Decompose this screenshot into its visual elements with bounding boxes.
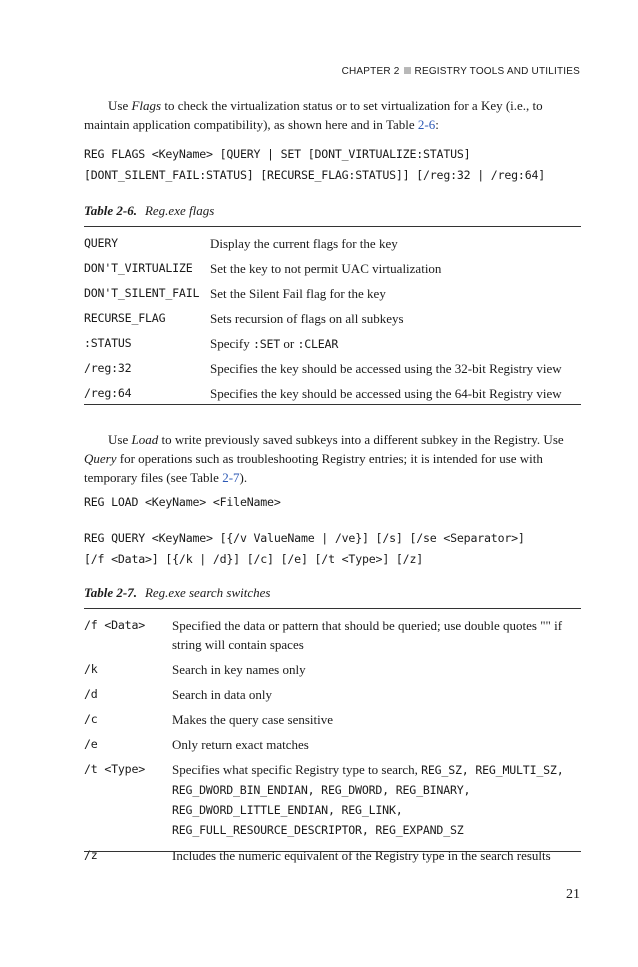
- table-row: /reg:64 Specifies the key should be accessed using the 64-bit Registry view: [84, 386, 562, 401]
- table-2-7-top-rule: [84, 608, 581, 609]
- table-2-6: [84, 234, 581, 409]
- flags-term: Flags: [131, 98, 162, 113]
- table-2-6-link[interactable]: 2-6: [417, 117, 436, 132]
- page-number: 21: [566, 887, 580, 902]
- reg-load-syntax: REG LOAD <KeyName> <FileName>: [84, 495, 281, 509]
- table-row: /f <Data> Specified the data or pattern that should be queried; use double quotes "" if string will contain spaces: [84, 618, 563, 652]
- table-row: RECURSE_FLAG Sets recursion of flags on all subkeys: [84, 311, 404, 326]
- table-2-7-link[interactable]: 2-7: [222, 470, 240, 485]
- table-row: DON'T_VIRTUALIZE Set the key to not permit UAC virtualization: [84, 261, 442, 276]
- running-header: [342, 62, 580, 81]
- table-2-7-bottom-rule: [84, 851, 581, 852]
- table-row: /z Includes the numeric equivalent of the Registry type in the search results: [84, 848, 551, 863]
- table-2-7-caption: Table 2-7. Reg.exe search switches: [84, 585, 271, 600]
- reg-query-syntax: REG QUERY <KeyName> [{/v ValueName | /ve}] [/s] [/se <Separator>] [/f <Data>] [{/k | /d}] [/c] [/e] [/t <Type>] [/z]: [84, 531, 525, 566]
- load-query-paragraph: Use Load to write previously saved subkeys into a different subkey in the Registry. Use Query for operations such as troubleshooting Registry entries; it is intended for use with temporary files (see Table 2-7).: [84, 432, 564, 485]
- separator-square-icon: [404, 67, 411, 74]
- query-term: Query: [84, 451, 117, 466]
- table-row: DON'T_SILENT_FAIL Set the Silent Fail flag for the key: [84, 286, 386, 301]
- table-row: :STATUS Specify :SET or :CLEAR: [84, 336, 339, 351]
- flags-paragraph: Use Flags to check the virtualization status or to set virtualization for a Key (i.e., to maintain application compatibility), as shown here and in Table 2-6:: [84, 98, 543, 132]
- load-term: Load: [131, 432, 159, 447]
- reg-flags-syntax: REG FLAGS <KeyName> [QUERY | SET [DONT_VIRTUALIZE:STATUS] [DONT_SILENT_FAIL:STATUS] [RECURSE_FLAG:STATUS]] [/reg:32 | /reg:64]: [84, 147, 546, 182]
- table-row: /c Makes the query case sensitive: [84, 712, 334, 727]
- chapter-title: REGISTRY TOOLS AND UTILITIES: [414, 66, 580, 77]
- table-row: QUERY Display the current flags for the key: [84, 236, 398, 251]
- table-row: /reg:32 Specifies the key should be accessed using the 32-bit Registry view: [84, 361, 562, 376]
- table-row: /d Search in data only: [84, 687, 272, 702]
- table-2-7: [84, 616, 581, 871]
- chapter-label: CHAPTER 2: [341, 66, 400, 77]
- table-row: /e Only return exact matches: [84, 737, 309, 752]
- table-row: /t <Type> Specifies what specific Registry type to search, REG_SZ, REG_MULTI_SZ, REG_DWORD_BIN_ENDIAN, REG_DWORD, REG_BINARY, REG_DWORD_LITTLE_ENDIAN, REG_LINK, REG_FULL_RESOURCE_DESCRIPTOR, REG_EXPAND_SZ: [84, 762, 564, 837]
- table-2-6-bottom-rule: [84, 404, 581, 405]
- table-2-6-top-rule: [84, 226, 581, 227]
- table-row: /k Search in key names only: [84, 662, 306, 677]
- table-2-6-caption: Table 2-6. Reg.exe flags: [84, 203, 215, 218]
